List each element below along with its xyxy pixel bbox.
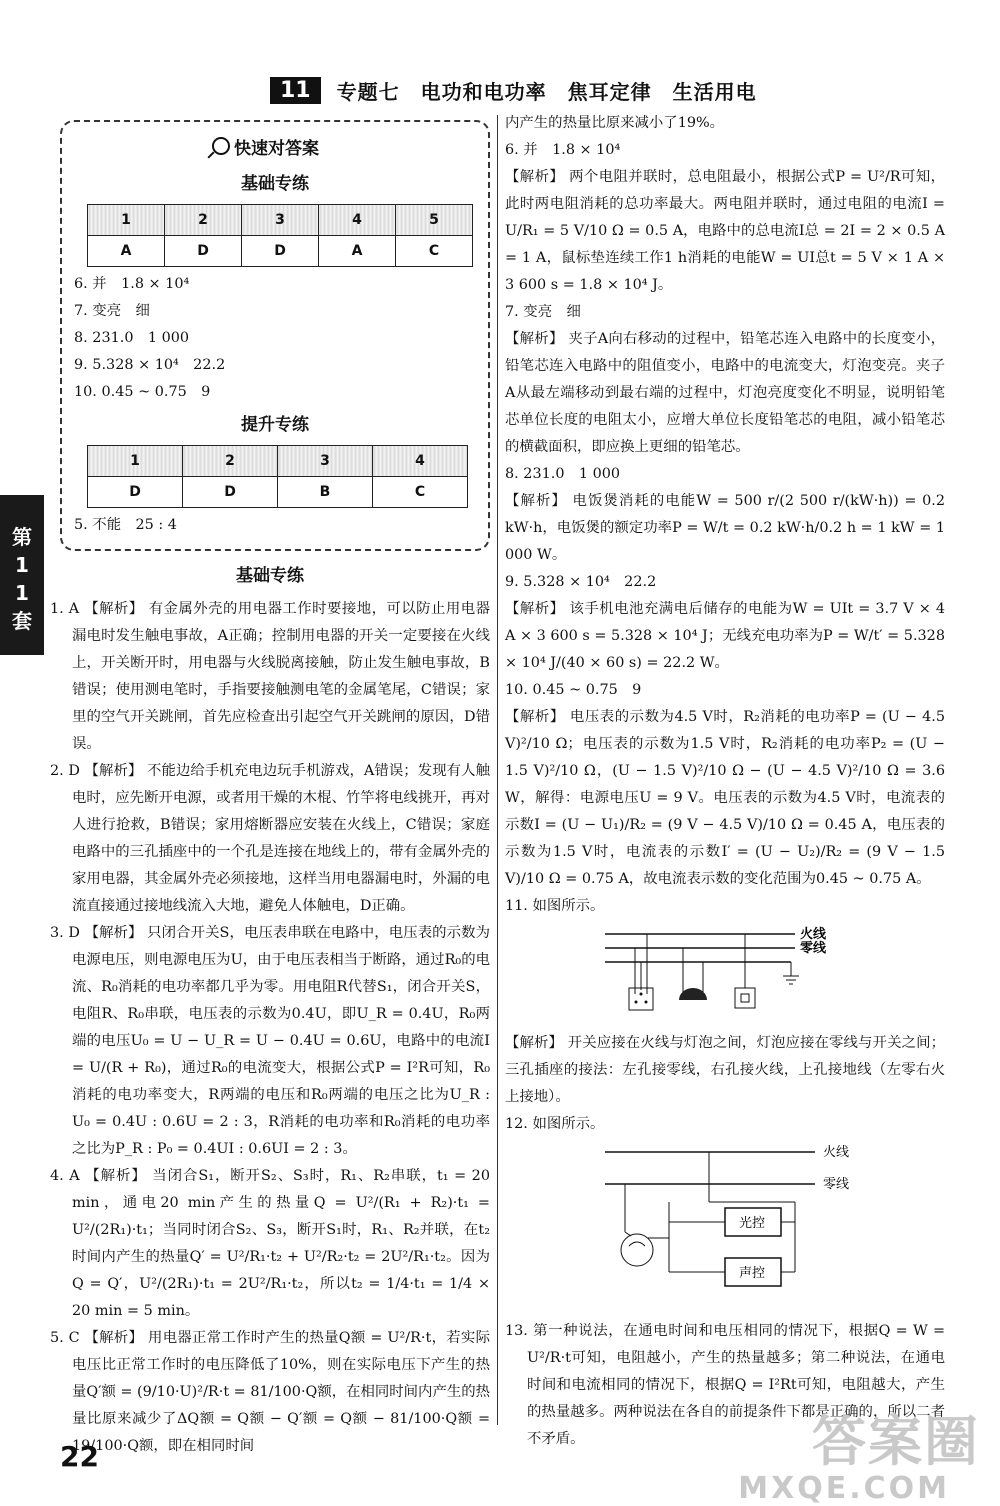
answer-line: 6. 并 1.8 × 10⁴ bbox=[74, 276, 190, 292]
table-cell: D bbox=[88, 477, 183, 508]
solution-item: 1. A 【解析】 有金属外壳的用电器工作时要接地，可以防止用电器漏电时发生触电事故，A正确；控制用电器的开关一定要接在火线上，开关断开时，用电器与火线脱离接触，防止发生触电事故，B错误；使用测电笔时，手指要接触测电笔的金属笔尾，C错误；家里的空气开关跳闸，首先应检查出引起空气开关跳闸的原因，D错误。 bbox=[50, 601, 490, 752]
switch-icon bbox=[735, 988, 755, 1008]
table-cell: 3 bbox=[242, 205, 319, 236]
side-tab bbox=[0, 495, 44, 655]
solution-item: 2. D 【解析】 不能边给手机充电边玩手机游戏，A错误；发现有人触电时，应先断开电源，或者用干燥的木棍、竹竿将电线挑开，再对人进行抢救，B错误；家用熔断器应安装在火线上，C错误；家庭电路中的三孔插座中的一个孔是连接在地线上的，带有金属外壳的家用电器，其金属外壳必须接地，这样当用电器漏电时，外漏的电流直接通过接地线流入大地，避免人体触电，D正确。 bbox=[50, 763, 490, 914]
left-column bbox=[50, 120, 490, 1460]
neutral-wire-label: 零线 bbox=[823, 1177, 850, 1192]
side-tab-text: 第11套 bbox=[12, 525, 32, 633]
solution-item: 7. 变亮 细 bbox=[505, 304, 581, 320]
solution-item: 【解析】 开关应接在火线与灯泡之间，灯泡应接在零线与开关之间；三孔插座的接法：左孔接零线，右孔接火线，上孔接地线（左零右火上接地）。 bbox=[505, 1035, 945, 1105]
solution-item: 【解析】 夹子A向右移动的过程中，铅笔芯连入电路中的长度变小，铅笔芯连入电路中的阻值变小，电路中的电流变大，灯泡变亮。夹子A从最左端移动到最右端的过程中，灯泡亮度变化不明显，说明铅笔芯单位长度的电阻太小，应增大单位长度铅笔芯的电阻，减小铅笔芯的横截面积，即应换上更细的铅笔芯。 bbox=[505, 331, 945, 455]
solution-item: 8. 231.0 1 000 bbox=[505, 466, 621, 482]
right-column bbox=[505, 110, 945, 1453]
solution-item: 11. 如图所示。 bbox=[505, 898, 605, 914]
table-cell: D bbox=[183, 477, 278, 508]
socket-icon bbox=[629, 988, 653, 1010]
solution-item: 【解析】 电饭煲消耗的电能W = 500 r/(2 500 r/(kW·h)) = 0.2 kW·h，电饭煲的额定功率P = W/t = 0.2 kW·h/0.2 h = 1 kW = 1 000 W。 bbox=[505, 493, 945, 563]
table-cell: 4 bbox=[373, 446, 468, 477]
solution-item: 9. 5.328 × 10⁴ 22.2 bbox=[505, 574, 657, 590]
solution-item: 3. D 【解析】 只闭合开关S，电压表串联在电路中，电压表的示数为电源电压，则电源电压为U，由于电压表相当于断路，通过R₀的电流、R₀消耗的电功率都几乎为零。用电阻R代替S₁，闭合开关S，电阻R、R₀串联，电压表的示数为0.4U，即U_R = 0.4U，R₀两端的电压U₀ = U − U_R = U − 0.4U = 0.6U，电路中的电流I = U/(R + R₀)，通过R₀的电流变大，根据公式P = I²R可知，R₀消耗的电功率变大，R两端的电压和R₀两端的电压之比为U_R : U₀ = 0.4U : 0.6U = 2 : 3，R消耗的电功率和R₀消耗的电功率之比为P_R : P₀ = 0.4UI : 0.6UI = 2 : 3。 bbox=[50, 925, 490, 1157]
solution-item: 12. 如图所示。 bbox=[505, 1116, 605, 1132]
solution-item: 10. 0.45 ~ 0.75 9 bbox=[505, 682, 642, 698]
table-cell: D bbox=[242, 236, 319, 267]
watermark-logo: 答案圈 bbox=[812, 1410, 980, 1473]
watermark-url: MXQE.COM bbox=[738, 1471, 950, 1506]
chapter-number: 11 bbox=[270, 77, 321, 104]
section-title: 基础专练 bbox=[236, 566, 304, 586]
advanced-title: 提升专练 bbox=[241, 415, 309, 435]
table-cell: 3 bbox=[278, 446, 373, 477]
magnifier-icon bbox=[212, 137, 230, 155]
answer-line: 5. 不能 25 : 4 bbox=[74, 517, 177, 533]
answer-line: 9. 5.328 × 10⁴ 22.2 bbox=[74, 357, 226, 373]
advanced-answer-table bbox=[87, 445, 468, 508]
solution-item: 【解析】 两个电阻并联时，总电阻最小，根据公式P = U²/R可知，此时两电阻消耗的总功率最大。两电阻并联时，通过电阻的电流I = U/R₁ = 5 V/10 Ω = 0.5 A，电路中的总电流I总 = 2I = 2 × 0.5 A = 1 A，鼠标垫连续工作1 h消耗的电能W = UI总t = 5 V × 1 A × 3 600 s = 1.8 × 10⁴ J。 bbox=[505, 169, 945, 293]
table-cell: 4 bbox=[319, 205, 396, 236]
answer-line: 10. 0.45 ~ 0.75 9 bbox=[74, 384, 211, 400]
page-header bbox=[270, 72, 757, 108]
quick-answer-box bbox=[60, 120, 490, 551]
sound-control-label: 声控 bbox=[739, 1266, 766, 1281]
chapter-title: 专题七 电功和电功率 焦耳定律 生活用电 bbox=[336, 79, 757, 104]
column-divider bbox=[497, 115, 498, 1425]
live-wire-label: 火线 bbox=[823, 1145, 850, 1160]
table-cell: 2 bbox=[165, 205, 242, 236]
table-cell: A bbox=[88, 236, 165, 267]
table-cell: 5 bbox=[396, 205, 473, 236]
solution-item: 内产生的热量比原来减小了19%。 bbox=[505, 115, 725, 131]
solution-item: 6. 并 1.8 × 10⁴ bbox=[505, 142, 621, 158]
table-cell: 1 bbox=[88, 205, 165, 236]
quick-answer-title: 快速对答案 bbox=[212, 136, 478, 163]
basic-answer-table bbox=[87, 204, 473, 267]
live-wire-label: 火线 bbox=[800, 927, 827, 942]
answer-line: 8. 231.0 1 000 bbox=[74, 330, 190, 346]
answer-line: 7. 变亮 细 bbox=[74, 303, 150, 319]
neutral-wire-label: 零线 bbox=[800, 941, 827, 956]
wiring-diagram-12 bbox=[595, 1142, 875, 1302]
solution-item: 13. 第一种说法，在通电时间和电压相同的情况下，根据Q = W = U²/R·t可知，电阻越小，产生的热量越多；第二种说法，在通电时间和电流相同的情况下，根据Q = I²Rt可知，电阻越大，产生的热量越多。两种说法在各自的前提条件下都是正确的，所以二者不矛盾。 bbox=[505, 1323, 945, 1447]
solution-item: 5. C 【解析】 用电器正常工作时产生的热量Q额 = U²/R·t，若实际电压比正常工作时的电压降低了10%，则在实际电压下产生的热量Q′额 = (9/10·U)²/R·t = 81/100·Q额，在相同时间内产生的热量比原来减少了ΔQ额 = Q额 − Q′额 = Q额 − 81/100·Q额 = 19/100·Q额，即在相同时间 bbox=[50, 1330, 491, 1454]
table-cell: B bbox=[278, 477, 373, 508]
basic-title: 基础专练 bbox=[241, 174, 309, 194]
table-cell: 1 bbox=[88, 446, 183, 477]
solution-item: 【解析】 该手机电池充满电后储存的电能为W = UIt = 3.7 V × 4 A × 3 600 s = 5.328 × 10⁴ J；无线充电功率为P = W/t′ = 5.328 × 10⁴ J/(40 × 60 s) = 22.2 W。 bbox=[505, 601, 945, 671]
bulb-icon bbox=[621, 1234, 653, 1266]
table-cell: C bbox=[396, 236, 473, 267]
table-cell: 2 bbox=[183, 446, 278, 477]
solution-item: 【解析】 电压表的示数为4.5 V时，R₂消耗的电功率P = (U − 4.5 V)²/10 Ω；电压表的示数为1.5 V时，R₂消耗的电功率P₂ = (U − 1.5 V)²/10 Ω，(U − 1.5 V)²/10 Ω − (U − 4.5 V)²/10 Ω = 3.6 W，解得：电源电压U = 9 V。电压表的示数为4.5 V时，电流表的示数I = (U − U₁)/R₂ = (9 V − 4.5 V)/10 Ω = 0.45 A，电压表的示数为1.5 V时，电流表的示数I′ = (U − U₂)/R₂ = (9 V − 1.5 V)/10 Ω = 0.75 A，故电流表示数的变化范围为0.45 ~ 0.75 A。 bbox=[505, 709, 945, 887]
table-cell: D bbox=[165, 236, 242, 267]
page-number: 22 bbox=[60, 1440, 99, 1473]
wiring-diagram-11 bbox=[595, 924, 835, 1014]
solution-item: 4. A 【解析】 当闭合S₁，断开S₂、S₃时，R₁、R₂串联，t₁ = 20 min，通电20 min产生的热量Q = U²/(R₁ + R₂)·t₁ = U²/(2R₁)·t₁；当同时闭合S₂、S₃，断开S₁时，R₁、R₂并联，在t₂时间内产生的热量Q′ = U²/R₁·t₂ + U²/R₂·t₂ = 2U²/R₁·t₂。因为Q = Q′，U²/(2R₁)·t₁ = 2U²/R₁·t₂，所以t₂ = 1/4·t₁ = 1/4 × 20 min = 5 min。 bbox=[50, 1168, 490, 1319]
table-cell: C bbox=[373, 477, 468, 508]
light-control-label: 光控 bbox=[739, 1216, 766, 1231]
table-cell: A bbox=[319, 236, 396, 267]
